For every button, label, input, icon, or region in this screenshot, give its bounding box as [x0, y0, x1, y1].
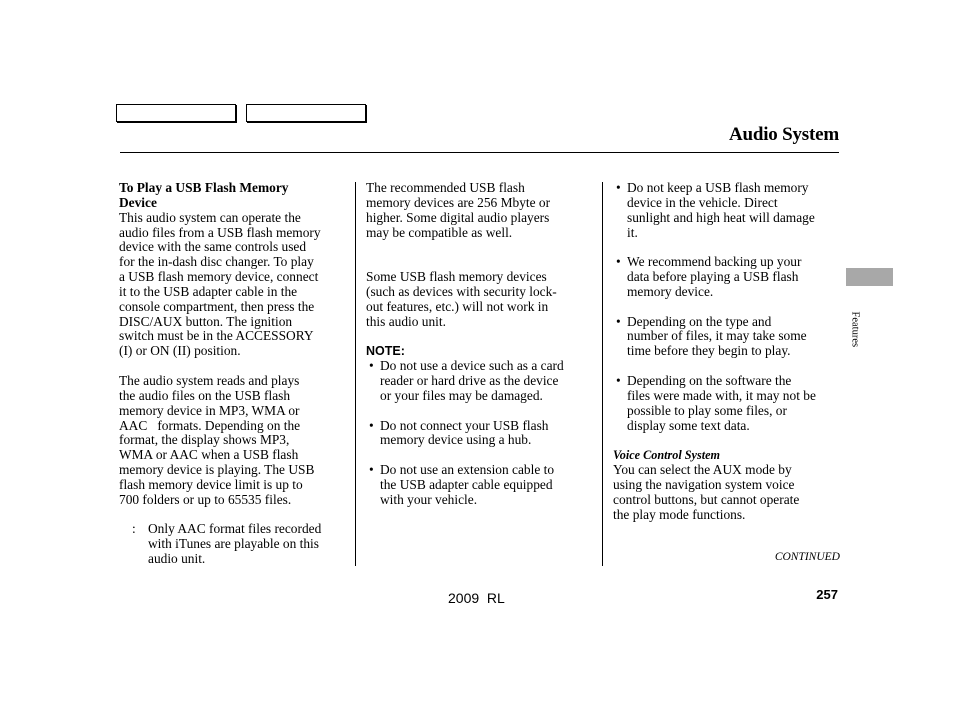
section-heading-line: Device [119, 194, 157, 210]
text-line: Do not keep a USB flash memory [627, 180, 809, 195]
nav-button-2[interactable] [246, 104, 366, 122]
paragraph [119, 374, 347, 508]
footnote-mark: : [132, 521, 136, 537]
bullet-item [613, 181, 841, 240]
text-line: the play mode functions. [613, 506, 746, 522]
bullet-dot: • [369, 358, 374, 374]
text-line: audio files from a USB flash memory [119, 224, 321, 240]
text-line: this audio unit. [366, 313, 446, 329]
nav-button-1[interactable] [116, 104, 236, 122]
text-line: number of files, it may take some [627, 328, 807, 344]
text-line: it to the USB adapter cable in the [119, 283, 298, 299]
text-line: the USB adapter cable equipped [380, 476, 553, 492]
section-tab[interactable] [846, 268, 893, 286]
text-line: may be compatible as well. [366, 224, 513, 240]
text-line: Some USB flash memory devices [366, 269, 547, 285]
column-divider-2 [602, 182, 603, 566]
text-line: for the in-dash disc changer. To play [119, 254, 314, 270]
text-line: This audio system can operate the [119, 209, 301, 225]
column-2 [366, 181, 592, 508]
text-line: data before playing a USB flash [627, 269, 799, 285]
subsection-heading: Voice Control System [613, 448, 720, 463]
text-line: with your vehicle. [380, 491, 478, 507]
title-rule [120, 152, 839, 153]
bullet-item [366, 359, 592, 404]
text-line: We recommend backing up your [627, 254, 802, 270]
footnote [119, 522, 347, 567]
column-3 [613, 181, 841, 522]
text-line: Do not connect your USB flash [380, 417, 549, 433]
text-line: switch must be in the ACCESSORY [119, 328, 314, 344]
note-label: NOTE: [366, 344, 405, 359]
text-line: control buttons, but cannot operate [613, 491, 800, 507]
text-line: flash memory device limit is up to [119, 476, 303, 492]
text-line: 700 folders or up to 65535 files. [119, 491, 292, 507]
section-tab-label: Features [849, 311, 861, 348]
text-line: Depending on the type and [627, 313, 772, 329]
text-line: format, the display shows MP3, [119, 432, 290, 448]
text-line: memory device. [627, 283, 714, 299]
paragraph [613, 463, 841, 522]
text-line: (such as devices with security lock- [366, 283, 557, 299]
text-line: memory device in MP3, WMA or [119, 402, 300, 418]
text-line: possible to play some files, or [627, 402, 787, 418]
footer-model: 2009 RL [448, 590, 505, 606]
text-line: a USB flash memory device, connect [119, 269, 319, 285]
text-line: memory devices are 256 Mbyte or [366, 194, 551, 210]
text-line: WMA or AAC when a USB flash [119, 447, 299, 463]
text-line: memory device using a hub. [380, 432, 532, 448]
text-line: The recommended USB flash [366, 180, 525, 195]
text-line: console compartment, then press the [119, 298, 315, 314]
bullet-dot: • [616, 313, 621, 329]
bullet-item [613, 374, 841, 433]
text-line: using the navigation system voice [613, 476, 795, 492]
section-heading-line: To Play a USB Flash Memory [119, 180, 289, 195]
page-title: Audio System [728, 124, 839, 145]
paragraph [366, 270, 592, 329]
bullet-item [613, 255, 841, 300]
text-line: memory device is playing. The USB [119, 462, 315, 478]
text-line: time before they begin to play. [627, 343, 791, 359]
text-line: the audio files on the USB flash [119, 387, 291, 403]
bullet-item [613, 315, 841, 360]
bullet-dot: • [369, 417, 374, 433]
column-1 [119, 181, 347, 567]
text-line: files were made with, it may not be [627, 387, 816, 403]
text-line: audio unit. [148, 551, 206, 567]
text-line: sunlight and high heat will damage [627, 209, 815, 225]
column-divider-1 [355, 182, 356, 566]
bullet-dot: • [616, 372, 621, 388]
text-line: AAC formats. Depending on the [119, 417, 301, 433]
text-line: Do not use an extension cable to [380, 462, 555, 478]
bullet-dot: • [616, 254, 621, 270]
bullet-dot: • [369, 462, 374, 478]
text-line: out features, etc.) will not work in [366, 298, 549, 314]
text-line: Do not use a device such as a card [380, 358, 564, 374]
bullet-dot: • [616, 180, 621, 195]
text-line: device in the vehicle. Direct [627, 194, 778, 210]
text-line: DISC/AUX button. The ignition [119, 313, 293, 329]
text-line: or your files may be damaged. [380, 387, 543, 403]
text-line: it. [627, 224, 638, 240]
paragraph [366, 181, 592, 240]
text-line: (I) or ON (II) position. [119, 343, 241, 359]
text-line: Only AAC format files recorded [148, 521, 322, 537]
text-line: The audio system reads and plays [119, 372, 300, 388]
continued-label: CONTINUED [774, 551, 840, 563]
bullet-item [366, 463, 592, 508]
paragraph [119, 211, 347, 359]
text-line: device with the same controls used [119, 239, 307, 255]
page-number: 257 [816, 587, 838, 602]
text-line: You can select the AUX mode by [613, 462, 792, 478]
bullet-item [366, 419, 592, 449]
text-line: display some text data. [627, 417, 750, 433]
text-line: with iTunes are playable on this [148, 536, 319, 552]
text-line: Depending on the software the [627, 372, 792, 388]
text-line: reader or hard drive as the device [380, 372, 559, 388]
text-line: higher. Some digital audio players [366, 209, 550, 225]
